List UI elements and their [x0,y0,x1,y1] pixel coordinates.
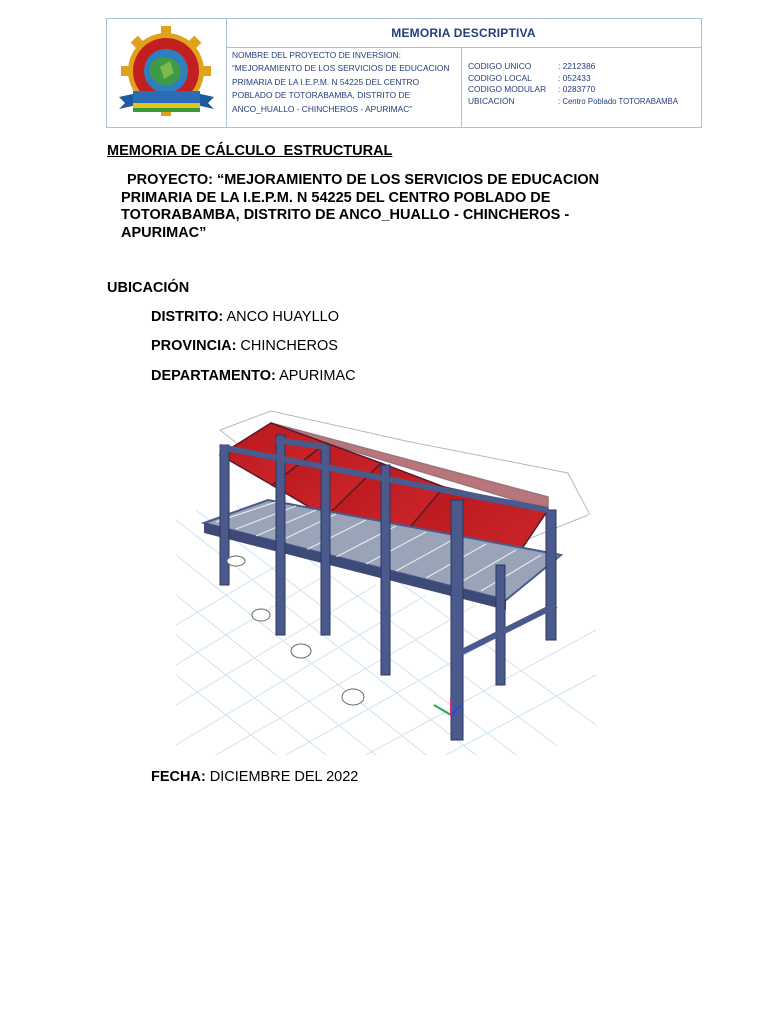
code-value: : 2212386 [558,61,596,71]
departamento-field [151,368,356,384]
code-value: : 0283770 [558,84,596,95]
departamento-label: DEPARTAMENTO: [151,368,276,384]
header-codes [468,61,698,107]
provincia-label: PROVINCIA: [151,338,237,354]
distrito-label: DISTRITO: [151,309,224,325]
structural-model-render [176,405,596,755]
project-description [121,172,621,242]
header-project-name [226,47,462,127]
code-label: CODIGO LOCAL [468,72,532,83]
code-label: UBICACIÓN [468,95,515,106]
distrito-value: ANCO HUAYLLO [223,309,340,325]
code-label: CODIGO UNICO [468,61,532,71]
project-line: PRIMARIA DE LA I.E.P.M. N 54225 DEL CENTRO POBLADO DE [121,189,551,206]
project-line: ANCO_HUALLO - CHINCHEROS - APURIMAC” [232,103,413,114]
distrito-field [151,309,339,325]
code-row [468,61,698,73]
code-row [468,84,698,96]
fecha-label: FECHA: [151,769,206,785]
project-line: APURIMAC” [121,224,207,241]
ubicacion-heading: UBICACIÓN [107,280,190,296]
project-line: PROYECTO: “MEJORAMIENTO DE LOS SERVICIOS DE EDUCACION [127,172,600,188]
code-row [468,73,698,85]
project-line: PRIMARIA DE LA I.E.P.M. N 54225 DEL CENTRO [232,76,420,87]
code-value: : 052433 [558,72,591,83]
project-line: POBLADO DE TOTORABAMBA, DISTRITO DE [232,90,411,101]
fecha-field [151,769,358,785]
logo-cell [107,19,227,127]
project-line: “MEJORAMIENTO DE LOS SERVICIOS DE EDUCACION [232,63,450,74]
header-table [106,18,702,128]
project-line: TOTORABAMBA, DISTRITO DE ANCO_HUALLO - CHINCHEROS - [121,207,570,223]
project-line: NOMBRE DEL PROYECTO DE INVERSION: [232,50,401,60]
provincia-value: CHINCHEROS [236,338,338,354]
code-label: CODIGO MODULAR [468,84,547,95]
header-title: MEMORIA DESCRIPTIVA [226,19,701,48]
departamento-value: APURIMAC [275,368,356,384]
fecha-value: DICIEMBRE DEL 2022 [205,769,359,785]
structural-model-image [176,405,596,755]
code-row [468,96,698,108]
supervision-chincheros-logo [107,19,226,127]
provincia-field [151,338,338,354]
document-title: MEMORIA DE CÁLCULO ESTRUCTURAL [107,143,393,159]
code-value: : Centro Poblado TOTORABAMBA [558,96,679,106]
